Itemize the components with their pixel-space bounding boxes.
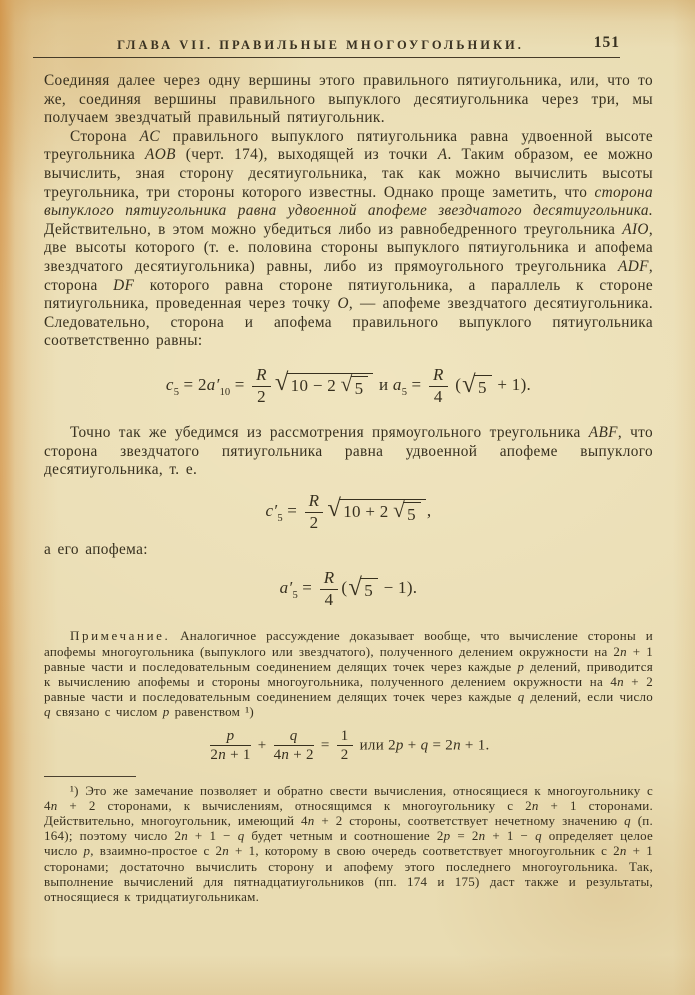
formula-pentagon-side-apothem — [44, 366, 653, 406]
fraction-numerator — [305, 492, 324, 513]
text-run: 2 — [210, 747, 219, 764]
math-text: или 2 — [355, 737, 396, 754]
formula-star-pentagon-apothem — [44, 569, 653, 609]
text-run: ADF — [618, 257, 649, 275]
radicand — [403, 502, 421, 525]
text-run: p — [83, 843, 91, 859]
text-run: n — [281, 747, 290, 764]
math-text: 5 — [478, 377, 487, 397]
math-text: a — [392, 375, 402, 394]
text-run: + 1, которому в свою очередь соответствует многоугольник с 2 — [229, 843, 620, 859]
text-run: + 2 стороны, соответствует нечетному значению — [314, 813, 625, 829]
text-run: n — [619, 843, 627, 859]
math-text: n — [453, 737, 461, 754]
header-rule — [33, 57, 620, 58]
math-text: 10 − 2 — [290, 376, 341, 396]
math-subscript: 5 — [277, 512, 283, 524]
text-run: R — [308, 491, 320, 511]
text-run: n — [50, 797, 58, 813]
text-run: , — апофеме звездчатого десятиугольника. Следовательно, сторона и апофема правильного выпуклого пятиугольника соответственно равны: — [44, 295, 653, 350]
math-text: 5 — [364, 580, 374, 600]
text-run: делений, если число — [524, 689, 654, 705]
fraction-numerator — [429, 366, 448, 387]
math-text: − 1). — [379, 578, 418, 598]
paragraph-its-apothem — [44, 541, 653, 560]
text-run: R — [323, 568, 335, 588]
fraction-numerator — [274, 728, 314, 747]
text-run: ABF — [588, 424, 618, 442]
text-run: (черт. 174), выходящей из точки — [175, 146, 438, 164]
radical — [327, 495, 426, 525]
page-number: 151 — [593, 34, 620, 51]
text-run: 4 — [433, 386, 443, 406]
math-text: + 1. — [460, 737, 490, 754]
text-run: = 2 — [450, 828, 479, 844]
fraction-denominator — [305, 513, 324, 533]
text-run: p — [162, 704, 170, 720]
text-run: , две высоты которого (т. е. половина стороны выпуклого пятиугольника и апофема звездчатого десятиугольника) равны, либо из прямоугольного треугольника — [44, 220, 653, 275]
fraction — [274, 728, 314, 764]
text-run: правильного выпуклого пятиугольника равна удвоенной высоте треугольника — [44, 127, 653, 164]
text-run: q — [44, 704, 51, 720]
chapter-title: ГЛАВА VII. ПРАВИЛЬНЫЕ МНОГОУГОЛЬНИКИ. — [117, 38, 524, 52]
text-run: n — [531, 797, 539, 813]
text-run: 4 — [324, 589, 334, 609]
text-run: связано с числом — [50, 704, 163, 720]
math-text: 5 — [354, 379, 364, 399]
radical — [348, 573, 378, 601]
fraction-denominator — [274, 746, 314, 764]
gap-before-note — [44, 618, 653, 628]
text-run: + 1 равные части и последовательным соединением делящих точек через каждые — [44, 643, 653, 674]
text-run: p — [517, 658, 525, 674]
text-run: + 1 − — [187, 828, 238, 844]
paragraph-side-ac — [44, 128, 653, 351]
running-head — [33, 34, 620, 58]
text-run: + 1 сторонами. Действительно, многоугольник, имеющий 4 — [44, 797, 654, 829]
text-run: 4 — [273, 747, 282, 764]
radicand — [351, 376, 369, 399]
radical — [462, 370, 492, 398]
radical-sign-icon: √ — [340, 372, 353, 397]
text-run: Точно так же убедимся из рассмотрения прямоугольного треугольника — [70, 424, 589, 442]
text-run: R — [256, 364, 267, 384]
math-text: = 2 — [179, 375, 207, 394]
text-run: n — [181, 828, 188, 844]
radical — [340, 372, 369, 399]
fraction — [305, 492, 324, 532]
text-run: p — [226, 727, 235, 744]
fraction — [320, 569, 339, 609]
text-run: q — [289, 727, 298, 744]
text-run: ¹) Это же замечание позволяет и обратно свести вычисления, относящиеся к многоугольнику с 4 — [44, 782, 653, 813]
fraction-denominator — [429, 387, 448, 407]
text-run: n — [307, 813, 315, 829]
math-subscript: 5 — [292, 589, 298, 601]
text-run: n — [218, 747, 227, 764]
math-text: ( — [341, 578, 348, 598]
fraction — [429, 366, 448, 406]
text-run: , взаимно-простое с 2 — [90, 843, 223, 859]
text-run: Аналогичное рассуждение доказывает вообще, что вычисление стороны и апофемы многоугольника (выпуклого или звездчатого), полученного делением окружности на 2 — [44, 628, 653, 659]
text-run: (п. 164); поэтому число 2 — [44, 813, 654, 844]
paragraph-star-pentagon — [44, 424, 653, 480]
math-text: = — [316, 737, 334, 754]
text-run: AC — [139, 127, 160, 145]
radical-sign-icon: √ — [462, 370, 476, 398]
math-text: + 1). — [492, 375, 532, 394]
math-text: c′ — [265, 501, 278, 521]
text-run: + 2 равные части и последовательным соединением делящих точек через каждые — [44, 674, 653, 705]
radical — [274, 369, 374, 399]
text-run: q — [535, 828, 542, 844]
text-run: которого равна стороне пятиугольника, а параллель к стороне пятиугольника, проведенная через точку — [44, 276, 653, 313]
text-run: q — [237, 828, 245, 844]
text-run: сторона выпуклого пятиугольника равна удвоенной апофеме звездчатого десятиугольника. — [44, 183, 653, 220]
radicand — [360, 578, 378, 601]
math-text: c — [165, 375, 174, 394]
text-run: а его апофема: — [44, 541, 148, 559]
text-run: n — [222, 843, 230, 859]
page-body — [44, 72, 653, 904]
text-run: + 1 − — [485, 828, 536, 844]
text-run: q — [624, 813, 631, 829]
footnote-rule — [44, 776, 136, 777]
fraction-denominator — [210, 746, 250, 764]
text-run: 2 — [340, 747, 349, 764]
text-run: n — [617, 674, 624, 690]
text-run: Действительно, в этом можно убедиться либо из равнобедренного треугольника — [44, 220, 623, 238]
paragraph-intro — [44, 72, 653, 128]
text-run: q — [517, 689, 525, 705]
text-run: будет четным и соотношение 2 — [244, 828, 444, 844]
text-run: DF — [113, 276, 135, 294]
fraction-denominator — [252, 387, 271, 407]
text-run: A — [437, 146, 448, 164]
text-run: делений, приводится к вычислению апофемы и стороны многоугольника, полученного делением окружности на 4 — [44, 658, 654, 690]
math-text: = — [230, 375, 250, 394]
fraction-numerator — [320, 569, 339, 590]
math-text: 5 — [407, 505, 416, 525]
text-run: + 1 — [226, 747, 251, 764]
text-run: равенством ¹) — [169, 704, 254, 720]
text-run: 2 — [257, 386, 266, 406]
text-run: , что сторона звездчатого пятиугольника равна удвоенной апофеме выпуклого десятиугольника, т. е. — [44, 424, 653, 479]
text-run: 2 — [309, 512, 319, 532]
text-run: Примечание. — [70, 628, 171, 644]
math-text: ( — [450, 375, 462, 394]
radical-sign-icon: √ — [348, 573, 363, 601]
fraction-numerator — [337, 728, 353, 747]
paragraph-footnote — [44, 783, 653, 905]
math-text: q — [420, 737, 429, 754]
math-text: a′ — [206, 375, 220, 394]
math-text: 10 + 2 — [343, 502, 394, 522]
paragraph-note — [44, 628, 653, 719]
text-run: Соединяя далее через одну вершины этого правильного пятиугольника, или, что то же, соединяя вершины правильного выпуклого десятиугольника через три, мы получаем звездчатый правильный пятиугольник. — [44, 72, 653, 127]
math-text: = 2 — [428, 737, 454, 754]
text-run: , сторона — [44, 257, 653, 294]
fraction-numerator — [252, 366, 271, 387]
radicand — [474, 375, 492, 398]
radicand — [339, 499, 426, 525]
math-text: a′ — [279, 578, 293, 598]
text-run: + 2 сторонами, к вычислениям, относящимся к многоугольнику с 2 — [57, 797, 532, 813]
text-run: + 2 — [289, 747, 314, 764]
radicand — [287, 373, 374, 399]
text-run: AOB — [145, 146, 176, 164]
math-text: = — [297, 578, 317, 598]
math-text: = — [282, 501, 302, 521]
math-text: p — [395, 737, 404, 754]
text-run: O — [337, 295, 349, 313]
math-text: = — [406, 375, 426, 394]
math-text: + — [403, 737, 421, 754]
text-run: определяет целое число — [44, 828, 653, 859]
radical-sign-icon: √ — [393, 498, 406, 523]
radical-sign-icon: √ — [274, 369, 289, 397]
math-text: + — [253, 737, 271, 754]
text-run: 1 — [340, 727, 349, 744]
text-run: R — [432, 364, 444, 384]
formula-note-relation — [44, 728, 653, 764]
fraction — [210, 728, 250, 764]
fraction — [252, 366, 271, 406]
text-run: p — [443, 828, 451, 844]
fraction-denominator — [320, 590, 339, 610]
math-text: и — [374, 375, 393, 394]
math-subscript: 5 — [401, 386, 407, 398]
text-run: . Таким образом, ее можно вычислить, зная сторону десятиугольника, так как можно вычислить высоты треугольника, три стороны которого известны. Однако проще заметить, что — [44, 146, 653, 201]
text-run: n — [620, 643, 627, 659]
text-run: + 1 сторонами; достаточно вычислить сторону и апофему этого последнего многоугольника. Так, выполнение вычислений для пятнадцатиугольников (пп. 174 и 175) даст также и результаты, относящиеся к тридцатиугольникам. — [44, 843, 653, 905]
math-subscript: 5 — [173, 386, 179, 398]
text-run: Сторона — [70, 127, 140, 145]
text-run: n — [478, 828, 486, 844]
text-run: AIO — [622, 220, 649, 238]
fraction — [337, 728, 353, 764]
formula-star-pentagon-side — [44, 492, 653, 532]
fraction-numerator — [210, 728, 250, 747]
radical-sign-icon: √ — [327, 495, 342, 523]
fraction-denominator — [337, 746, 353, 764]
radical — [393, 498, 421, 525]
math-subscript: 10 — [219, 386, 231, 398]
math-text: , — [426, 501, 432, 521]
